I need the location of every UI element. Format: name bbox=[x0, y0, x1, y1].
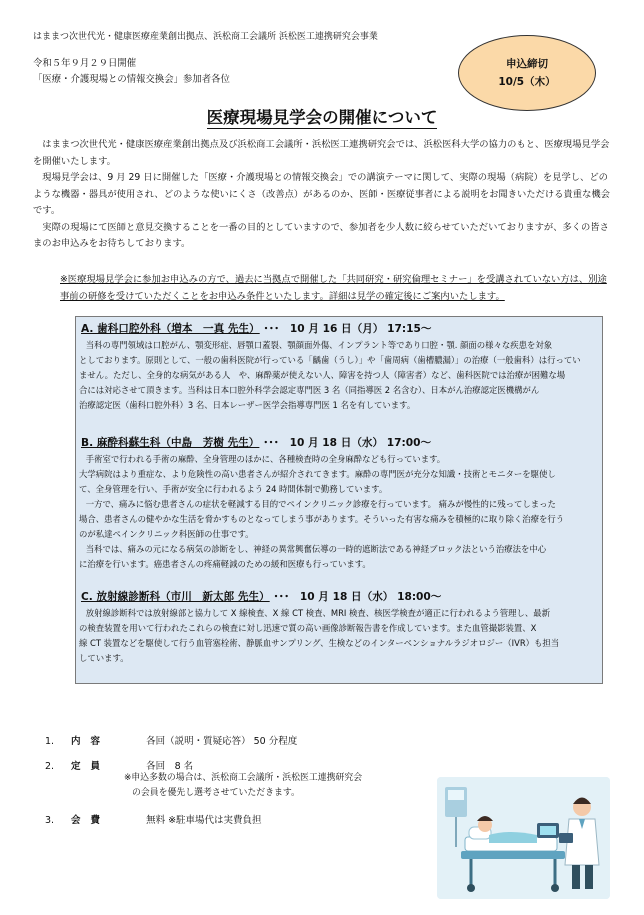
condition-key: 内容 bbox=[71, 736, 111, 747]
condition-fee bbox=[45, 812, 262, 826]
intro-paragraph-3: 実際の現場にて医師と意見交換することを一番の目的としていますので、参加者を少人数に絞らせていただいておりますが、多くの皆さまのお申込みをお待ちしております。 bbox=[33, 221, 609, 249]
session-c-line: しています。 bbox=[79, 653, 129, 663]
intro bbox=[33, 137, 613, 253]
condition-number: 2. bbox=[45, 761, 55, 772]
session-a-title: A. 歯科口腔外科（増本 一真 先生） bbox=[81, 323, 260, 335]
condition-value: 各回 8 名 bbox=[146, 761, 194, 772]
condition-value: 無料 ※駐車場代は実費負担 bbox=[146, 815, 262, 826]
session-b-line: に治療を行います。癌患者さんの疼痛軽減のための緩和医療も行っています。 bbox=[79, 559, 371, 569]
session-b-line: て、全身管理を行い、手術が安全に行われるよう 24 時間体制で勤務しています。 bbox=[79, 484, 388, 494]
session-c-body bbox=[79, 606, 601, 666]
sessions-box bbox=[75, 316, 603, 684]
capacity-note-line: ※申込多数の場合は、浜松商工会議所・浜松医工連携研究会 bbox=[124, 773, 363, 783]
session-b-line: 大学病院はより重症な、より危険性の高い患者さんが紹介されてきます。麻酔の専門医が充分な知識・技術とモニターを駆使し bbox=[79, 469, 556, 479]
session-a-time: ･･･ 10 月 16 日（月） 17:15～ bbox=[263, 323, 432, 335]
session-a-line: 治療認定医（歯科口腔外科）3 名、日本レーザー医学会指導専門医 1 名を有しています。 bbox=[79, 400, 416, 410]
session-a-line: としております。原則として、一般の歯科医院が行っている「齲歯（うし）」や「歯周病（歯槽膿漏）」の治療（一般歯科）は行ってい bbox=[79, 355, 581, 365]
page-title-wrap bbox=[0, 104, 644, 128]
hospital-illustration bbox=[437, 777, 610, 899]
condition-number: 1. bbox=[45, 736, 55, 747]
intro-paragraph-1: はままつ次世代光・健康医療産業創出拠点及び浜松商工会議所・浜松医工連携研究会では、浜松医科大学の協力のもと、医療現場見学会を開催いたします。 bbox=[33, 139, 610, 167]
session-c-time: ･･･ 10 月 18 日（水） 18:00～ bbox=[273, 591, 442, 603]
condition-number: 3. bbox=[45, 815, 55, 826]
session-c-heading bbox=[81, 589, 441, 604]
session-a-heading bbox=[81, 321, 431, 336]
page-title: 医療現場見学会の開催について bbox=[206, 108, 438, 127]
condition-content bbox=[45, 733, 297, 747]
addressee: 「医療・介護現場との情報交換会」参加者各位 bbox=[33, 74, 230, 85]
session-b-line: 当科では、痛みの元になる病気の診断をし、神経の異常興奮伝導の一時的遮断法である神経ブロック法という治療法を中心 bbox=[85, 544, 547, 554]
session-c-title: C. 放射線診断科（市川 新太郎 先生） bbox=[81, 591, 270, 603]
session-b-body bbox=[79, 452, 601, 572]
session-a-body bbox=[79, 338, 601, 413]
session-c-line: 線 CT 装置などを駆使して行う血管塞栓術、静脈血サンプリング、生検などのインターベンショナルラジオロジー（IVR）も担当 bbox=[79, 638, 560, 648]
organizers: はままつ次世代光・健康医療産業創出拠点、浜松商工会議所 浜松医工連携研究会事業 bbox=[33, 32, 378, 42]
session-b-time: ･･･ 10 月 18 日（水） 17:00～ bbox=[263, 437, 432, 449]
hospital-scene-icon bbox=[437, 777, 610, 899]
condition-key: 会費 bbox=[71, 815, 111, 826]
session-c-line: の検査装置を用いて行われたこれらの検査に対し迅速で質の高い画像診断報告書を作成しています。また血管撮影装置、X bbox=[79, 623, 537, 633]
capacity-note bbox=[124, 771, 362, 800]
session-b-title: B. 麻酔科蘇生科（中島 芳樹 先生） bbox=[81, 437, 260, 449]
condition-value: 各回（説明・質疑応答） 50 分程度 bbox=[146, 736, 298, 747]
session-a-line: 当科の専門領域は口腔がん、顎変形症、唇顎口蓋裂、顎顔面外傷、インプラント等であり口腔・顎. 顔面の様々な疾患を対象 bbox=[85, 340, 553, 350]
capacity-note-line: の会員を優先し選考させていただきます。 bbox=[132, 787, 300, 798]
condition-capacity bbox=[45, 758, 193, 772]
condition-key: 定員 bbox=[71, 761, 111, 772]
session-b-heading bbox=[81, 435, 431, 450]
session-b-line: 手術室で行われる手術の麻酔、全身管理のほかに、各種検査時の全身麻酔なども行っています。 bbox=[85, 454, 446, 464]
session-c-line: 放射線診断科では放射線部と協力して X 線検査、X 線 CT 検査、MRI 検査、核医学検査が適正に行われるよう管理し、最新 bbox=[85, 608, 551, 618]
seminar-notice-text: ※医療現場見学会に参加お申込みの方で、過去に当拠点で開催した「共同研究・研究倫理セミナー」を受講されていない方は、別途事前の研修を受けていただくことをお申込み条件といたします。詳細は見学の確定後にご案内いたします。 bbox=[60, 274, 607, 302]
session-b-line: 一方で、痛みに悩む患者さんの症状を軽減する目的でペインクリニック診療を行っています。 痛みが慢性的に残ってしまった bbox=[85, 499, 556, 509]
session-a-line: 合には対応させて頂きます。当科は日本口腔外科学会認定専門医 3 名（同指導医 2 名含む）、日本がん治療認定医機構がん bbox=[79, 385, 540, 395]
session-b-line: のが私達ペインクリニック科医師の仕事です。 bbox=[79, 529, 254, 539]
deadline-label: 申込締切 bbox=[506, 58, 548, 70]
seminar-notice bbox=[60, 271, 615, 305]
intro-paragraph-2: 現場見学会は、9 月 29 日に開催した「医療・介護現場との情報交換会」での講演テーマに関して、実際の現場（病院）を見学し、どのような機器・器具が使用され、どのような使いにくさ（改善点）があるのか、医師・医療従事者による説明をお聞きいただける貴重な機会です。 bbox=[33, 172, 610, 216]
session-b-line: 場合、患者さんの健やかな生活を脅かすものとなってしまう事があります。そういった有害な痛みを積極的に取り除く治療を行う bbox=[79, 514, 565, 524]
session-a-line: ません。ただし、全身的な病気がある人 や、麻酔薬が使えない人、障害を持つ人（障害者）など、歯科医院では治療が困難な場 bbox=[79, 370, 566, 380]
event-date: 令和５年９月２９日開催 bbox=[33, 58, 137, 69]
deadline-date: 10/5（木） bbox=[498, 76, 556, 88]
deadline-badge bbox=[458, 35, 596, 111]
